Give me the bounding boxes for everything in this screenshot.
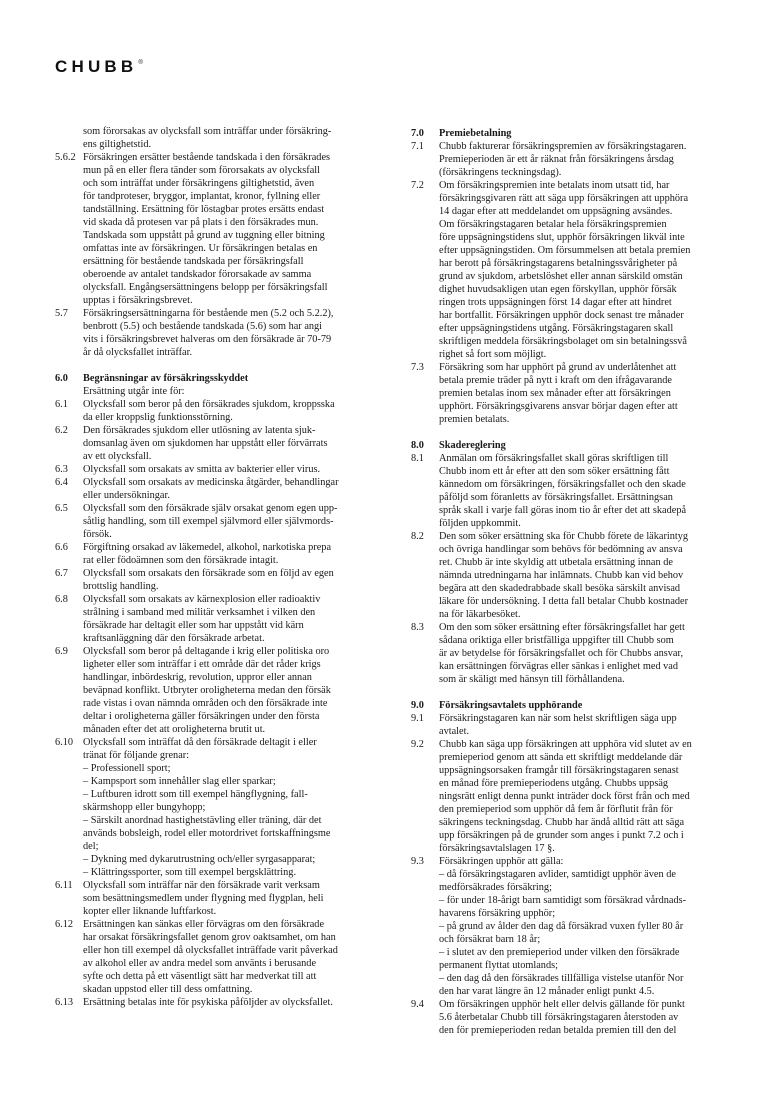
text-line: betala premie träder på nytt i kraft om den ifrågavarande (439, 375, 672, 386)
text-line: efter uppsägningstiden. Om försummelsen att betala premien (439, 245, 691, 256)
text-line: oberoende av antalet tandskador förorsakade av samma (83, 269, 312, 280)
text-line: vits i försäkringsbrevet halveras om den försäkrade är 70-79 (83, 334, 332, 345)
clause (411, 738, 751, 855)
text-line: olycksfall. Engångsersättningens belopp per försäkringsfall (83, 282, 328, 293)
clause-number: 8.1 (411, 453, 424, 464)
clause (55, 567, 395, 593)
section-title: Försäkringsavtalets upphörande (439, 700, 583, 711)
clause (55, 918, 395, 996)
clause (411, 998, 751, 1037)
text-line: Chubb fakturerar försäkringspremien av försäkringstagaren. (439, 141, 687, 152)
section (411, 439, 751, 686)
clause-number: 7.3 (411, 362, 424, 373)
clause (55, 151, 395, 307)
text-line: Olycksfall som orsakats av kärnexplosion eller radioaktiv (83, 594, 321, 605)
section (411, 127, 751, 426)
clause-number: 6.6 (55, 542, 68, 553)
clause (55, 736, 395, 879)
text-line: – Särskilt anordnad hastighetstävling eller träning, där det (83, 815, 322, 826)
right-column (411, 127, 751, 1050)
clause-text (83, 151, 395, 307)
text-line: Chubb inom ett år efter att den som söker ersättning fått (439, 466, 670, 477)
text-line: påföljd som föranletts av försäkringsfallet. Ersättningsan (439, 492, 673, 503)
section (55, 372, 395, 1009)
text-line: har bortfallit. Försäkringen upphör dock senast tre månader (439, 310, 684, 321)
clause-number: 6.7 (55, 568, 68, 579)
text-line: – för under 18-årigt barn samtidigt som försäkrad vårdnads- (439, 895, 687, 906)
text-line: och försäkrat barn 18 år; (439, 934, 541, 945)
text-line: medförsäkrades försäkring; (439, 882, 552, 893)
clause-text (439, 621, 751, 686)
section-intro: Ersättning utgår inte för: (83, 386, 185, 397)
clause-text (83, 398, 395, 424)
text-line: – Luftburen idrott som till exempel hängflygning, fall- (83, 789, 308, 800)
text-line: ningsrätt enligt denna punkt inträder dock först från och med (439, 791, 690, 802)
text-line: tandställning. Ersättning för löstagbar protes ersätts endast (83, 204, 325, 215)
text-line: Olycksfall som den försäkrade själv orsakat genom egen upp- (83, 503, 338, 514)
clause (411, 452, 751, 530)
text-line: skadan uppstod eller till dess omfattning. (83, 984, 253, 995)
text-line: strålning i samband med militär verksamhet i vilken den (83, 607, 316, 618)
text-line: Olycksfall som orsakats av smitta av bakterier eller virus. (83, 464, 321, 475)
text-line: Om försäkringstagaren betalar hela försäkringspremien (439, 219, 667, 230)
logo-text: CHUBB (55, 57, 138, 76)
left-column (55, 125, 395, 1022)
text-line: läkare för undersökning. I detta fall betalar Chubb kostnader (439, 596, 689, 607)
text-line: 14 dagar efter att meddelandet om uppsägning avsändes. (439, 206, 673, 217)
text-line: och övriga handlingar som behövs för bedömning av ansva (439, 544, 683, 555)
text-line: premieperiod genom att sända ett skriftligt meddelande där (439, 752, 683, 763)
clause (411, 140, 751, 179)
text-line: kopter eller liknande luftfarkost. (83, 906, 217, 917)
clause (55, 476, 395, 502)
clause (55, 502, 395, 541)
clause-text (83, 476, 395, 502)
text-line: som besättningsmedlem under flygning med flygplan, heli (83, 893, 324, 904)
text-line: righet så fort som möjligt. (439, 349, 547, 360)
text-line: Olycksfall som inträffat då den försäkrade deltagit i eller (83, 737, 317, 748)
clause-number: 6.10 (55, 737, 74, 748)
text-line: (försäkringens teckningsdag). (439, 167, 562, 178)
clause-number: 5.6.2 (55, 152, 76, 163)
text-line: Om försäkringen upphör helt eller delvis gällande för punkt (439, 999, 685, 1010)
chubb-logo (55, 58, 143, 76)
text-line: Om försäkringspremien inte betalats inom utsatt tid, har (439, 180, 670, 191)
clause-number: 6.13 (55, 997, 74, 1008)
text-line: da eller kroppslig funktionsstörning. (83, 412, 233, 423)
clause (55, 879, 395, 918)
text-line: begära att den skadedrabbade skall besöka särskilt anvisad (439, 583, 681, 594)
clause-text (439, 855, 751, 998)
text-line: rat eller födoämnen som den försäkrade intagit. (83, 555, 279, 566)
text-line: av alkohol eller av andra medel som använts i berusande (83, 958, 317, 969)
text-line: säkringens teckningsdag. Chubb har ändå alltid rätt att säga (439, 817, 685, 828)
text-line: rade vistas i ovan nämnda områden och den försäkrade inte (83, 698, 328, 709)
text-line: såtlig handling, som till exempel självmord eller självmords- (83, 516, 334, 527)
text-line: en månad före premieperiodens utgång. Chubbs uppsäg (439, 778, 669, 789)
clause-text (439, 998, 751, 1037)
text-line: – då försäkringstagaren avlider, samtidigt upphör även de (439, 869, 676, 880)
clause-text (83, 736, 395, 879)
section-heading (55, 372, 395, 385)
text-line: är av betydelse för försäkringsfallet och för Chubbs ansvar, (439, 648, 684, 659)
text-line: efter uppsägningstidens utgång. Försäkringstagaren skall (439, 323, 674, 334)
text-line: Olycksfall som orsakats av medicinska åtgärder, behandlingar (83, 477, 339, 488)
clause (411, 855, 751, 998)
clause-text (439, 361, 751, 426)
text-line: – Professionell sport; (83, 763, 171, 774)
clause-number: 6.8 (55, 594, 68, 605)
text-line: ligheter eller som inträffar i ett område där det råder krigs (83, 659, 321, 670)
clause-text (439, 738, 751, 855)
clause-number: 6.1 (55, 399, 68, 410)
text-line: före uppsägningstidens slut, upphör försäkringen likväl inte (439, 232, 685, 243)
section-heading (411, 127, 751, 140)
section-number: 7.0 (411, 128, 424, 139)
text-line: Tandskada som uppstått på grund av tuggning eller bitning (83, 230, 325, 241)
text-line: eller hon till exempel då olycksfallet inträffade varit påverkad (83, 945, 338, 956)
text-line: Den som söker ersättning ska för Chubb förete de läkarintyg (439, 531, 689, 542)
text-line: skriftligen meddela försäkringsbolaget om sin betalningssvå (439, 336, 687, 347)
clause-text (83, 593, 395, 645)
text-line: Försäkringsersättningarna för bestående men (5.2 och 5.2.2), (83, 308, 334, 319)
clause-number: 8.2 (411, 531, 424, 542)
clause-text (83, 424, 395, 463)
registered-mark: ® (138, 60, 143, 66)
clause-text (83, 502, 395, 541)
text-line: deltar i oroligheterna gäller försäkringen under den första (83, 711, 320, 722)
clause (55, 645, 395, 736)
text-line: försäkringsavtalslagen 17 §. (439, 843, 555, 854)
continued-text (55, 125, 395, 151)
text-line: har orsakat försäkringsfallet genom grov oaktsamhet, om han (83, 932, 336, 943)
clause (55, 996, 395, 1009)
text-line: språk skall i varje fall göras inom tio år efter det att skadepå (439, 505, 687, 516)
text-line: Försäkringstagaren kan när som helst skriftligen säga upp (439, 713, 677, 724)
text-line: Premieperioden är ett år räknat från försäkringens årsdag (439, 154, 674, 165)
text-line: permanent flyttat utomlands; (439, 960, 558, 971)
text-line: och som inträffat under försäkringens giltighetstid, även (83, 178, 315, 189)
clause-number: 9.1 (411, 713, 424, 724)
text-line: Olycksfall som orsakats den försäkrade som en följd av egen (83, 568, 334, 579)
clause (55, 463, 395, 476)
text-line: – i slutet av den premieperiod under vilken den försäkrade (439, 947, 680, 958)
text-line: handlingar, inbördeskrig, revolution, uppror eller annan (83, 672, 312, 683)
clause (55, 398, 395, 424)
text-line: används bobsleigh, rodel eller motordrivet fortskaffningsme (83, 828, 331, 839)
text-line: Den försäkrades sjukdom eller utlösning av latenta sjuk- (83, 425, 316, 436)
text-line: försäkringsgivaren rätt att säga upp försäkringen att upphöra (439, 193, 689, 204)
clause-number: 6.12 (55, 919, 74, 930)
text-line: den för premieperioden redan betalda premien till den del (439, 1025, 677, 1036)
text-line: upphört. Försäkringsgivarens ansvar börjar dagen efter att (439, 401, 678, 412)
section-title: Premiebetalning (439, 128, 512, 139)
clause-text (439, 452, 751, 530)
text-line: skärmshopp eller bungyhopp; (83, 802, 206, 813)
clause (55, 593, 395, 645)
clause-number: 6.11 (55, 880, 73, 891)
text-line: – Dykning med dykarutrustning och/eller syrgasapparat; (83, 854, 316, 865)
text-line: Om den som söker ersättning efter försäkringsfallet har gett (439, 622, 685, 633)
section-title: Skadereglering (439, 440, 506, 451)
text-line: Olycksfall som inträffar när den försäkrade varit verksam (83, 880, 320, 891)
text-line: som förorsakas av olycksfall som inträffar under försäkring- (83, 126, 332, 137)
text-line: ens giltighetstid. (83, 139, 152, 150)
text-line: Försäkringen upphör att gälla: (439, 856, 564, 867)
clause-number: 6.2 (55, 425, 68, 436)
text-line: följden uppkommit. (439, 518, 521, 529)
text-line: upptas i försäkringsbrevet. (83, 295, 193, 306)
text-line: avtalet. (439, 726, 470, 737)
text-line: dighet huvudsakligen utan egen förskyllan, upphör försäk (439, 284, 677, 295)
clause-text (83, 879, 395, 918)
text-line: försäkrade har deltagit eller som har uppstått vid kärn (83, 620, 304, 631)
text-line: – på grund av ålder den dag då försäkrad vuxen fyller 80 år (439, 921, 684, 932)
text-line: beväpnad konflikt. Utbryter oroligheterna medan den försäk (83, 685, 331, 696)
clause (55, 307, 395, 359)
text-line: benbrott (5.5) och bestående tandskada (5.6) som har angi (83, 321, 323, 332)
text-line: uppsägningsorsaken framgår till försäkringstagaren senast (439, 765, 679, 776)
clause (411, 530, 751, 621)
clause-text (83, 996, 395, 1009)
clause-number: 6.3 (55, 464, 68, 475)
text-line: den premieperiod som upphör då fem år förflutit från för (439, 804, 673, 815)
clause-text (439, 140, 751, 179)
clause-number: 7.2 (411, 180, 424, 191)
text-line: Förgiftning orsakad av läkemedel, alkohol, narkotiska prepa (83, 542, 332, 553)
text-line: syfte och detta på ett väsentligt sätt har medverkat till att (83, 971, 317, 982)
text-line: av ett olycksfall. (83, 451, 152, 462)
clause-text (83, 567, 395, 593)
clause (411, 179, 751, 361)
text-line: kan ersättningen förvägras eller sänkas i enlighet med vad (439, 661, 679, 672)
section-number: 9.0 (411, 700, 424, 711)
clause-number: 9.4 (411, 999, 424, 1010)
text-line: – Kampsport som innehåller slag eller sparkar; (83, 776, 276, 787)
text-line: tränat för följande grenar: (83, 750, 190, 761)
section-number: 8.0 (411, 440, 424, 451)
section-heading (411, 699, 751, 712)
text-line: ersättning för bestående tandskada per försäkringsfall (83, 256, 304, 267)
text-line: Ersättning betalas inte för psykiska påföljder av olycksfallet. (83, 997, 333, 1008)
clause-number: 9.3 (411, 856, 424, 867)
text-line: för tandproteser, bryggor, implantat, kronor, fyllning eller (83, 191, 321, 202)
clause-text (83, 918, 395, 996)
clause-text (83, 645, 395, 736)
text-line: brottslig handling. (83, 581, 159, 592)
text-line: försök. (83, 529, 112, 540)
text-line: ringen trots uppsägningen först 14 dagar efter att hindret (439, 297, 672, 308)
clause-number: 8.3 (411, 622, 424, 633)
text-line: havarens försäkring upphör; (439, 908, 556, 919)
clause (411, 361, 751, 426)
text-line: Olycksfall som beror på deltagande i krig eller politiska oro (83, 646, 330, 657)
section (411, 699, 751, 1037)
clause-number: 7.1 (411, 141, 424, 152)
clause-number: 5.7 (55, 308, 68, 319)
section-title: Begränsningar av försäkringsskyddet (83, 373, 249, 384)
text-line: premien betalas inom sex månader efter att försäkringen (439, 388, 671, 399)
clause (411, 712, 751, 738)
text-line: domsanlag även om sjukdomen har uppstått eller förvärrats (83, 438, 328, 449)
text-line: omfattas inte av försäkringen. Ur försäkringen betalas en (83, 243, 318, 254)
text-line: har berott på försäkringstagarens betalningssvårigheter på (439, 258, 678, 269)
section-heading (411, 439, 751, 452)
clause-number: 6.4 (55, 477, 68, 488)
text-line: den har varat längre än 12 månader enligt punkt 4.5. (439, 986, 655, 997)
section-number: 6.0 (55, 373, 68, 384)
text-line: Försäkringen ersätter bestående tandskada i den försäkrades (83, 152, 331, 163)
text-line: vid skada då protesen var på plats i den försäkrades mun. (83, 217, 319, 228)
text-line: del; (83, 841, 99, 852)
clause (411, 621, 751, 686)
text-line: premien betalats. (439, 414, 510, 425)
clause-text (83, 541, 395, 567)
text-line: Ersättningen kan sänkas eller förvägras om den försäkrade (83, 919, 325, 930)
text-line: – den dag då den försäkrades tillfälliga vistelse utanför Nor (439, 973, 684, 984)
text-line: månaden efter det att oroligheterna brutit ut. (83, 724, 266, 735)
clause (55, 541, 395, 567)
text-line: ret. Chubb är inte skyldig att utbetala ersättning innan de (439, 557, 673, 568)
text-line: na för läkarbesöket. (439, 609, 521, 620)
clause-number: 6.9 (55, 646, 68, 657)
text-line: mun på en eller flera tänder som förorsakats av olycksfall (83, 165, 321, 176)
text-line: grund av sjukdom, arbetslöshet eller annan särskild omstän (439, 271, 683, 282)
text-line: Anmälan om försäkringsfallet skall göras skriftligen till (439, 453, 669, 464)
text-line: nämnda utredningarna har inlämnats. Chubb kan vid behov (439, 570, 684, 581)
text-line: upp försäkringen på de grunder som anges i punkt 7.2 och i (439, 830, 684, 841)
clause-text (439, 712, 751, 738)
clause-number: 6.5 (55, 503, 68, 514)
clause (55, 424, 395, 463)
text-line: Chubb kan säga upp försäkringen att upphöra vid slutet av en (439, 739, 692, 750)
text-line: 5.6 återbetalar Chubb till försäkringstagaren återstoden av (439, 1012, 679, 1023)
text-line: kraftsanläggning där den försäkrade arbetat. (83, 633, 265, 644)
text-line: kännedom om försäkringen, försäkringsfallet och den skade (439, 479, 686, 490)
text-line: år då olycksfallet inträffar. (83, 347, 193, 358)
text-line: som är skäligt med hänsyn till förhållandena. (439, 674, 625, 685)
text-line: sådana oriktiga eller bristfälliga uppgifter till Chubb som (439, 635, 674, 646)
clause-text (83, 463, 395, 476)
clause-text (439, 530, 751, 621)
clause-text (83, 307, 395, 359)
text-line: – Klättringssporter, som till exempel bergsklättring. (83, 867, 297, 878)
text-line: eller undersökningar. (83, 490, 170, 501)
clause-text (439, 179, 751, 361)
text-line: Olycksfall som beror på den försäkrades sjukdom, kroppsska (83, 399, 335, 410)
clause-number: 9.2 (411, 739, 424, 750)
section (55, 125, 395, 359)
text-line: Försäkring som har upphört på grund av underlåtenhet att (439, 362, 677, 373)
